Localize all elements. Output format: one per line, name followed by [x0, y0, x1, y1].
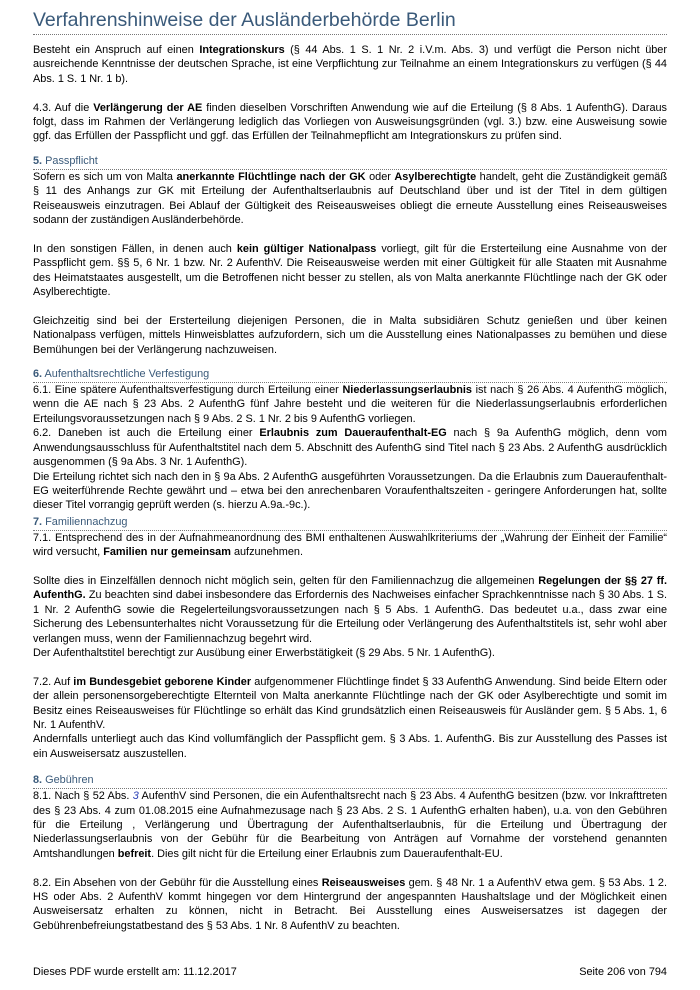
section-heading-verfestigung: 6. Aufenthaltsrechtliche Verfestigung — [33, 367, 667, 383]
section-heading-gebuehren: 8. Gebühren — [33, 773, 667, 789]
paragraph-malta-fluechtlinge: Sofern es sich um von Malta anerkannte Flüchtlinge nach der GK oder Asylberechtigte handelt, geht die Zuständigkeit gemäß § 11 des Anhangs zur GK mit Erteilung der Aufenthaltserlaubnis auf Deutschland über und ist der Titel in dem gültigen Reiseausweis einzutragen. Bei Ablauf der Gültigkeit des Reiseausweises obliegt die erneute Ausstellung eines Reiseausweises sodann der zuständigen Ausländerbehörde. — [33, 170, 667, 227]
paragraph-subsidiaerer-schutz: Gleichzeitig sind bei der Ersterteilung diejenigen Personen, die in Malta subsidiären Schutz genießen und über keinen Nationalpass verfügen, mittels Hinweisblattes aufzufordern, sich um die Ausstellung eines Nationalpasses zu bemühen und diese Bemühungen bei der Verlängerung nachzuweisen. — [33, 314, 667, 356]
footer-page-number: Seite 206 von 794 — [579, 966, 667, 978]
paragraph-passpflicht-kind: Andernfalls unterliegt auch das Kind vollumfänglich der Passpflicht gem. § 3 Abs. 1. AufenthG. Bis zur Ausstellung des Passes ist ein Ausweisersatz auszustellen. — [33, 733, 667, 760]
footer-created-date: Dieses PDF wurde erstellt am: 11.12.2017 — [33, 966, 237, 978]
paragraph-7-2: 7.2. Auf im Bundesgebiet geborene Kinder aufgenommener Flüchtlinge findet § 33 AufenthG Anwendung. Sind beide Eltern oder der allein personensorgeberechtigte Elternteil von Malta anerkannte Flüchtlinge nach der GK oder Asylberechtigte und somit im Besitz eines Reiseausweises für Flüchtlinge so erhält das Kind grundsätzlich einen Reiseausweis für Ausländer gem. § 5 Abs. 1, 6 Nr. 1 AufenthV. — [33, 675, 667, 731]
paragraph-7-1: 7.1. Entsprechend des in der Aufnahmeanordnung des BMI enthaltenen Auswahlkriteriums der „Wahrung der Einheit der Familie“ wird versucht, Familien nur gemeinsam aufzunehmen. — [33, 531, 667, 559]
footnote-link[interactable]: 3 — [132, 790, 139, 803]
paragraph-erwerbstaetigkeit: Der Aufenthaltstitel berechtigt zur Ausübung einer Erwerbstätigkeit (§ 29 Abs. 5 Nr. 1 AufenthG). — [33, 646, 495, 659]
paragraph-8-2: 8.2. Ein Absehen von der Gebühr für die Ausstellung eines Reiseausweises gem. § 48 Nr. 1 a AufenthV etwa gem. § 53 Abs. 1 2. HS oder Abs. 2 AufenthV kommt hingegen vor dem Hintergrund der angespannten Haushaltslage und der Möglichkeit einen Ausweisersatz erhalten zu können, nicht in Betracht. Bei Ausstellung eines Ausweisersatzes ist dagegen der Gebührenbefreiungstatbestand des § 53 Abs. 1 Nr. 8 AufenthV zu beachten. — [33, 876, 667, 932]
paragraph-6-2: 6.2. Daneben ist auch die Erteilung einer Erlaubnis zum Daueraufenthalt-EG nach § 9a AufenthG möglich, denn vom Anwendungsausschluss für Aufenthaltstitel nach dem 5. Abschnitt des AufenthG sind Titel nach § 23 Abs. 2 AufenthG ausdrücklich ausgenommen (§ 9a Abs. 3 Nr. 1 AufenthG). — [33, 427, 668, 469]
section-heading-passpflicht: 5. Passpflicht — [33, 154, 667, 170]
header-divider — [33, 34, 667, 35]
paragraph-6-1: 6.1. Eine spätere Aufenthaltsverfestigung durch Erteilung einer Niederlassungserlaubnis ist nach § 26 Abs. 4 AufenthG möglich, wenn die AE nach § 23 Abs. 2 AufenthG fünf Jahre besteht und die weiteren für die Niederlassungserlaubnis erforderlichen Erteilungsvoraussetzungen nach § 9 Abs. 2 S. 1 Nr. 2 bis 9 AufenthG vorliegen. — [33, 384, 667, 425]
paragraph-nationalpass: In den sonstigen Fällen, in denen auch kein gültiger Nationalpass vorliegt, gilt für die Ersterteilung eine Ausnahme von der Passpflicht gem. §§ 5, 6 Nr. 1 bzw. Nr. 2 AufenthV. Die Reiseausweise werden mit einer Gültigkeit für alle Staaten mit Ausnahme des Heimatstaates ausgestellt, um die Betroffenen nicht besser zu stellen, als von Malta anerkannte Flüchtlinge nach der GK oder Asylberechtigte. — [33, 242, 667, 299]
paragraph-daueraufenthalt: Die Erteilung richtet sich nach den in § 9a Abs. 2 AufenthG ausgeführten Voraussetzungen. Da die Erlaubnis zum Daueraufenthalt- EG weiterführende Rechte gewährt und – etwa bei den anrechenbaren Voraufenthaltszeiten - geringere Anforderungen hat, sollte dieser Titel vorrangig geprüft werden (s. hierzu A.9a.-9c.). — [33, 470, 667, 512]
paragraph-regelungen: Sollte dies in Einzelfällen dennoch nicht möglich sein, gelten für den Familiennachzug die allgemeinen Regelungen der §§ 27 ff. AufenthG. Zu beachten sind dabei insbesondere das Erfordernis des Nachweises einfacher Sprachkenntnisse nach § 30 Abs. 1 S. 1 Nr. 2 AufenthG sowie die Regelerteilungsvoraussetzungen nach § 5 Abs. 1 AufenthG. Das bedeutet u.a., dass zwar eine Sicherung des Lebensunterhaltes nicht Voraussetzung für die Erteilung oder Verlängerung des Aufenthaltstitels ist, sehr wohl aber verlangen muss, wenn der Familiennachzug begehrt wird. — [33, 574, 667, 645]
page-title: Verfahrenshinweise der Ausländerbehörde Berlin — [33, 9, 456, 31]
paragraph-integrationskurs: Besteht ein Anspruch auf einen Integrationskurs (§ 44 Abs. 1 S. 1 Nr. 2 i.V.m. Abs. 3) und verfügt die Person nicht über ausreichende Kenntnisse der deutschen Sprache, ist eine Verpflichtung zur Teilnahme an einem Integrationskurs zu verfügen (§ 44 Abs. 1 S. 1 Nr. 1 b). — [33, 44, 667, 85]
document-body — [33, 43, 667, 933]
paragraph-4-3: 4.3. Auf die Verlängerung der AE finden dieselben Vorschriften Anwendung wie auf die Erteilung (§ 8 Abs. 1 AufenthG). Daraus folgt, dass im Rahmen der Verlängerung lediglich das Vorliegen von Ausweisungsgründen (vgl. 3.) bzw. eine Ausweisung sowie ggf. das Erfüllen der Passpflicht und ggf. das Erfüllen der Teilnahmepflicht am Integrationskurs zu prüfen sind. — [33, 101, 668, 143]
paragraph-8-1: 8.1. Nach § 52 Abs. 3 AufenthV sind Personen, die ein Aufenthaltsrecht nach § 23 Abs. 4 AufenthG besitzen (bzw. vor Inkrafttreten des § 23 Abs. 4 zum 01.08.2015 eine Aufnahmezusage nach § 23 Abs. 2 S. 1 AufenthG erhalten haben), u.a. von den Gebühren für die Erteilung , Verlängerung und Übertragung der Aufenthaltserlaubnis, für die Erteilung und Übertragung der Niederlassungserlaubnis von der Gebühr für die Bearbeitung von Anträgen auf Vornahme der vorstehend genannten Amtshandlungen befreit. Dies gilt nicht für die Erteilung einer Erlaubnis zum Daueraufenthalt-EU. — [33, 790, 667, 860]
section-heading-familiennachzug: 7. Familiennachzug — [33, 515, 667, 531]
